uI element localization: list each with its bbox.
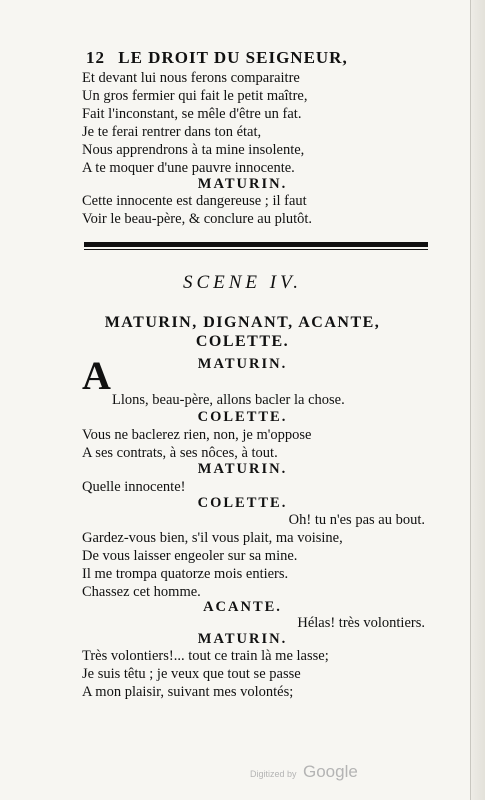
verse-line: Je te ferai rentrer dans ton état, bbox=[82, 124, 262, 140]
speaker-name: MATURIN. bbox=[197, 461, 288, 477]
drop-capital: A bbox=[82, 353, 111, 398]
verse-line: Fait l'inconstant, se mêle d'être un fat. bbox=[82, 106, 302, 122]
verse-line: A te moquer d'une pauvre innocente. bbox=[82, 160, 295, 176]
verse-line: Cette innocente est dangereuse ; il faut bbox=[82, 193, 307, 209]
verse-line: Un gros fermier qui fait le petit maître, bbox=[82, 88, 308, 104]
verse-line-continuation: Oh! tu n'es pas au bout. bbox=[288, 512, 425, 528]
verse-line: Voir le beau-père, & conclure au plutôt. bbox=[82, 211, 313, 227]
speaker-name: MATURIN. bbox=[197, 631, 288, 647]
cast-list bbox=[0, 313, 485, 351]
verse-line: Nous apprendrons à ta mine insolente, bbox=[82, 142, 305, 158]
page-edge-shadow bbox=[471, 0, 485, 800]
running-header bbox=[86, 48, 348, 68]
page-edge-line bbox=[470, 0, 471, 800]
cast-line: COLETTE. bbox=[195, 333, 290, 350]
speaker-name: ACANTE. bbox=[203, 599, 282, 615]
verse-line: Très volontiers!... tout ce train là me lasse; bbox=[82, 648, 329, 664]
verse-line: Il me trompa quatorze mois entiers. bbox=[82, 566, 289, 582]
verse-line: Gardez-vous bien, s'il vous plait, ma voisine, bbox=[82, 530, 343, 546]
speaker-name: MATURIN. bbox=[197, 176, 288, 192]
verse-line: Et devant lui nous ferons comparaitre bbox=[82, 70, 300, 86]
speaker-name: MATURIN. bbox=[197, 356, 288, 372]
verse-line: Llons, beau-père, allons bacler la chose. bbox=[112, 392, 345, 408]
google-logo: Google bbox=[302, 762, 358, 781]
verse-line: Je suis têtu ; je veux que tout se passe bbox=[82, 666, 301, 682]
speaker-name: COLETTE. bbox=[197, 409, 288, 425]
verse-line: Quelle innocente! bbox=[82, 479, 186, 495]
running-title: LE DROIT DU SEIGNEUR, bbox=[118, 48, 348, 67]
verse-line: A ses contrats, à ses nôces, à tout. bbox=[82, 445, 278, 461]
cast-line: MATURIN, DIGNANT, ACANTE, bbox=[104, 314, 381, 331]
page-number: 12 bbox=[86, 48, 105, 67]
digitized-watermark bbox=[250, 762, 358, 782]
verse-line: A mon plaisir, suivant mes volontés; bbox=[82, 684, 294, 700]
verse-line: De vous laisser engeoler sur sa mine. bbox=[82, 548, 298, 564]
section-divider bbox=[84, 242, 428, 250]
scene-title: SCENE IV. bbox=[182, 272, 303, 293]
verse-line: Vous ne baclerez rien, non, je m'oppose bbox=[82, 427, 312, 443]
verse-line-continuation: Hélas! très volontiers. bbox=[297, 615, 425, 631]
speaker-name: COLETTE. bbox=[197, 495, 288, 511]
verse-line: Chassez cet homme. bbox=[82, 584, 201, 600]
watermark-caption: Digitized by bbox=[250, 769, 297, 779]
